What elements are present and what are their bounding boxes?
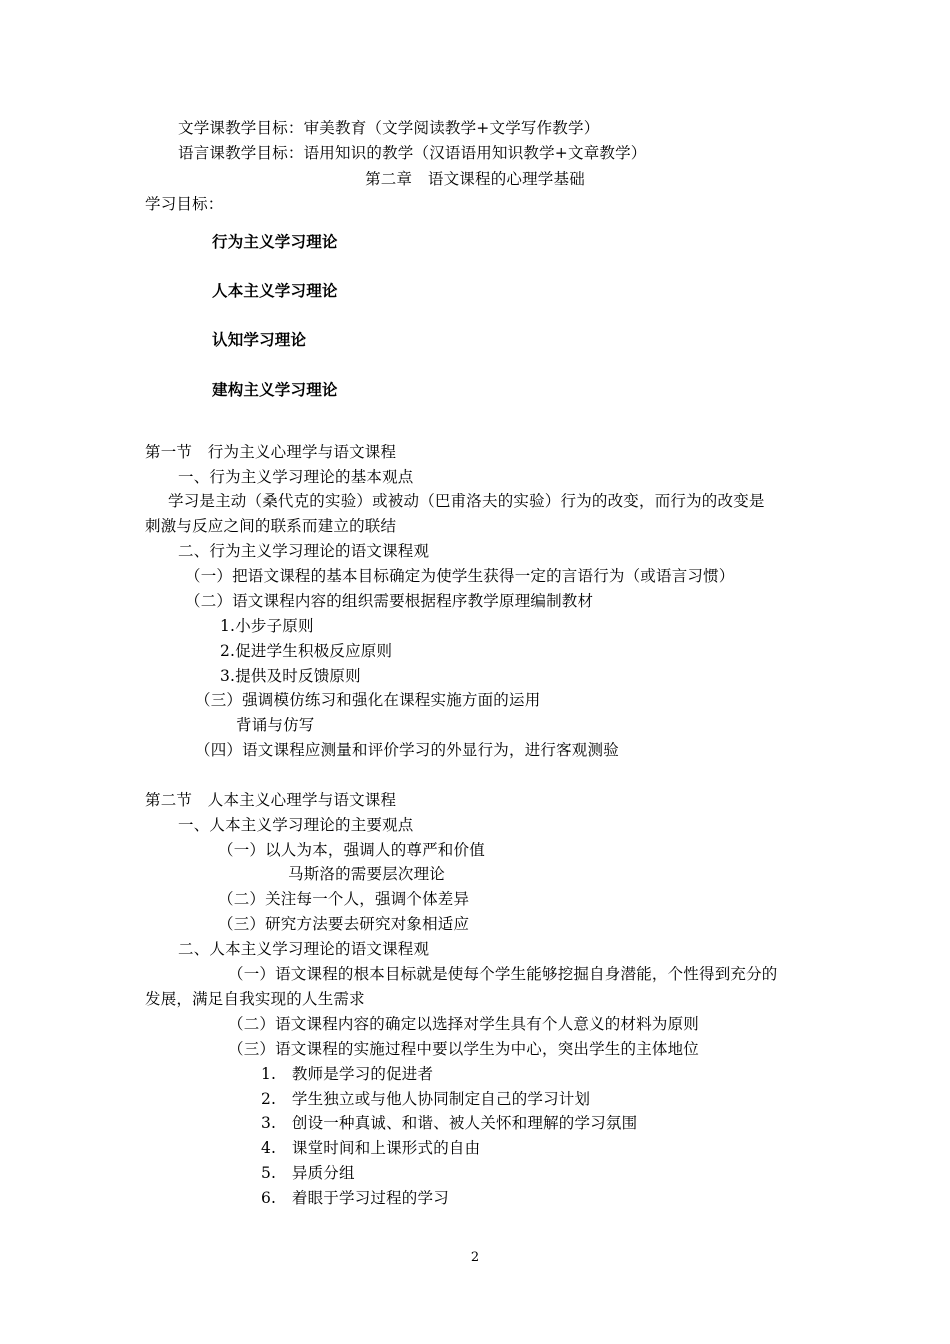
page-number: 2 <box>470 1250 480 1265</box>
list-item-note: 背诵与仿写 <box>236 716 315 734</box>
numbered-item: 2. 学生独立或与他人协同制定自己的学习计划 <box>261 1090 591 1108</box>
sub-list-item: 3.提供及时反馈原则 <box>220 667 361 685</box>
objective-item: 认知学习理论 <box>212 331 307 349</box>
list-item: （四）语文课程应测量和评价学习的外显行为，进行客观测验 <box>195 741 619 759</box>
paragraph-line: 学习是主动（桑代克的实验）或被动（巴甫洛夫的实验）行为的改变，而行为的改变是 <box>168 492 765 510</box>
objective-item: 人本主义学习理论 <box>212 282 338 300</box>
numbered-item: 5. 异质分组 <box>261 1164 355 1182</box>
list-item: （三）研究方法要去研究对象相适应 <box>218 915 470 933</box>
sub-list-item: 1.小步子原则 <box>220 617 314 635</box>
list-item-note: 马斯洛的需要层次理论 <box>288 865 446 883</box>
list-item: （二）语文课程内容的组织需要根据程序教学原理编制教材 <box>185 592 594 610</box>
section-title: 第二节 人本主义心理学与语文课程 <box>145 791 397 809</box>
numbered-item: 4. 课堂时间和上课形式的自由 <box>261 1139 481 1157</box>
list-item: （三）强调模仿练习和强化在课程实施方面的运用 <box>195 691 541 709</box>
section-heading: 一、人本主义学习理论的主要观点 <box>178 816 414 834</box>
section-heading: 二、人本主义学习理论的语文课程观 <box>178 940 430 958</box>
list-item: （三）语文课程的实施过程中要以学生为中心，突出学生的主体地位 <box>228 1040 700 1058</box>
section-title: 第一节 行为主义心理学与语文课程 <box>145 443 397 461</box>
section-heading: 一、行为主义学习理论的基本观点 <box>178 468 414 486</box>
paragraph-line: 刺激与反应之间的联系而建立的联结 <box>145 517 397 535</box>
numbered-item: 6. 着眼于学习过程的学习 <box>261 1189 449 1207</box>
literature-goal-text: 文学课教学目标：审美教育（文学阅读教学+文学写作教学） <box>178 119 600 137</box>
objective-item: 建构主义学习理论 <box>212 381 338 399</box>
language-goal-text: 语言课教学目标：语用知识的教学（汉语语用知识教学+文章教学） <box>178 144 647 162</box>
paragraph-line: （一）语文课程的根本目标就是使每个学生能够挖掘自身潜能，个性得到充分的 <box>228 965 778 983</box>
sub-list-item: 2.促进学生积极反应原则 <box>220 642 393 660</box>
objectives-label: 学习目标： <box>145 195 224 213</box>
list-item: （二）语文课程内容的确定以选择对学生具有个人意义的材料为原则 <box>228 1015 700 1033</box>
paragraph-line: 发展，满足自我实现的人生需求 <box>145 990 365 1008</box>
section-heading: 二、行为主义学习理论的语文课程观 <box>178 542 430 560</box>
numbered-item: 3. 创设一种真诚、和谐、被人关怀和理解的学习氛围 <box>261 1114 638 1132</box>
list-item: （二）关注每一个人，强调个体差异 <box>218 890 470 908</box>
chapter-title: 第二章 语文课程的心理学基础 <box>365 170 585 188</box>
numbered-item: 1. 教师是学习的促进者 <box>261 1065 434 1083</box>
list-item: （一）把语文课程的基本目标确定为使学生获得一定的言语行为（或语言习惯） <box>185 567 735 585</box>
list-item: （一）以人为本，强调人的尊严和价值 <box>218 841 485 859</box>
objective-item: 行为主义学习理论 <box>212 233 338 251</box>
